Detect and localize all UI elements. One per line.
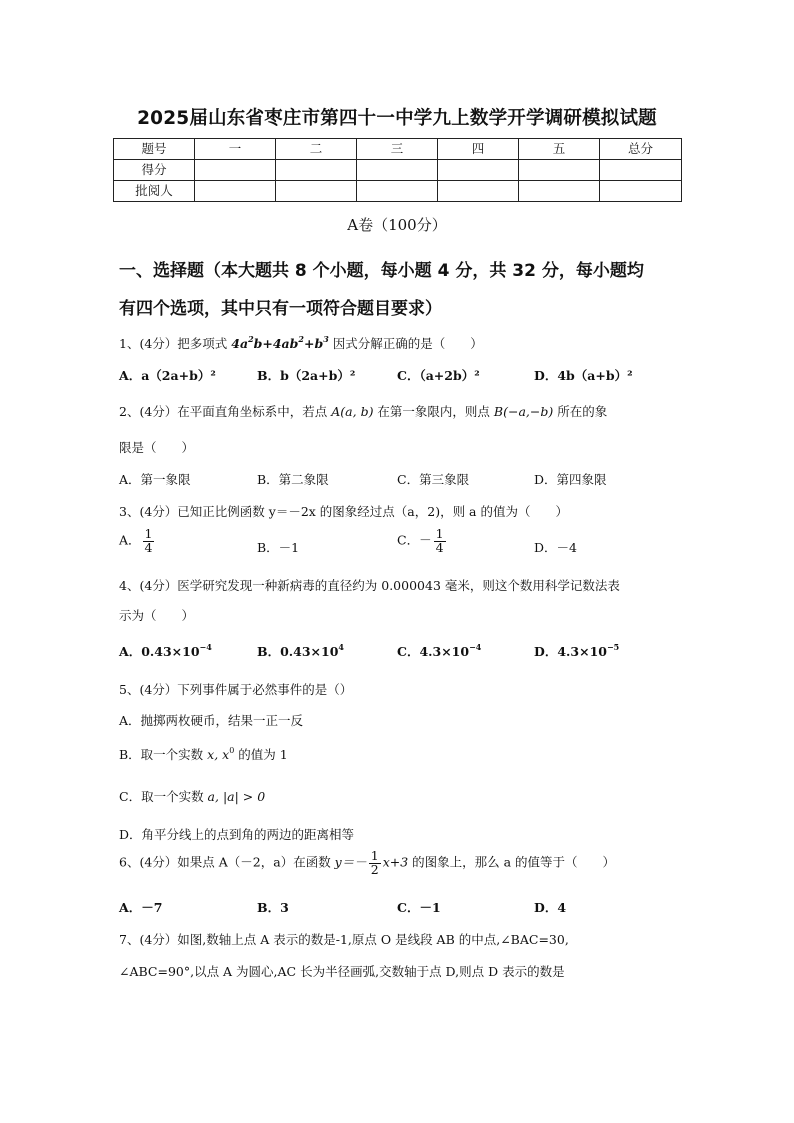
question-4-option-a[interactable]: A．$0.43\times 10^{-4}$ — [119, 642, 212, 659]
point-a: A(a, b) — [331, 404, 374, 419]
question-5-option-c[interactable]: C．取一个实数 a, |a| > 0 — [119, 789, 266, 804]
question-2-option-d[interactable]: D．第四象限 — [534, 472, 607, 487]
question-3-option-d[interactable]: D．－4 — [534, 540, 577, 555]
question-6-stem: 6、(4分）如果点 A（－2，a）在函数 y＝－ $\frac{1}{2}$ x+3 的图象上，那么 a 的值等于（ ） — [119, 848, 616, 877]
question-1-option-d[interactable]: D．4b（a+b）² — [534, 368, 633, 383]
score-cell[interactable] — [195, 181, 276, 202]
score-table-header-row — [114, 139, 682, 160]
exam-title: 2025届山东省枣庄市第四十一中学九上数学开学调研模拟试题 — [137, 108, 657, 129]
question-1-stem: 1、(4分）把多项式 $4a^2b+4ab^2+b^3$ 因式分解正确的是（ ） — [119, 334, 483, 351]
question-2-stem-line1: 2、(4分）在平面直角坐标系中，若点 A(a, b) 在第一象限内，则点 B(−a,−b) 所在的象 — [119, 404, 608, 419]
question-1-option-a[interactable]: A．a（2a+b）² — [119, 368, 216, 383]
score-cell[interactable] — [600, 160, 682, 181]
header-cell: 题号 — [114, 139, 195, 160]
score-cell[interactable] — [357, 181, 438, 202]
question-4-option-d[interactable]: D．$4.3\times 10^{-5}$ — [534, 642, 620, 659]
question-5-stem: 5、(4分）下列事件属于必然事件的是（） — [119, 682, 353, 697]
score-table-row — [114, 160, 682, 181]
fraction: $\frac{1}{4}$ — [144, 526, 153, 555]
header-cell: 总分 — [600, 139, 682, 160]
question-6-option-a[interactable]: A．－7 — [119, 900, 163, 915]
score-cell[interactable] — [519, 181, 600, 202]
question-2-option-a[interactable]: A．第一象限 — [119, 472, 191, 487]
row-label: 得分 — [114, 160, 195, 181]
question-3-option-a[interactable]: A． $\frac{1}{4}$ — [119, 526, 153, 555]
score-cell[interactable] — [438, 181, 519, 202]
score-cell[interactable] — [519, 160, 600, 181]
score-cell[interactable] — [276, 160, 357, 181]
score-table-row — [114, 181, 682, 202]
question-5-option-b[interactable]: B．取一个实数 x, $x^0$ 的值为 1 — [119, 746, 288, 762]
question-7-stem-line1: 7、(4分）如图,数轴上点 A 表示的数是-1,原点 O 是线段 AB 的中点,∠BAC=30, — [119, 932, 569, 947]
part1-heading-line2: 有四个选项，其中只有一项符合题目要求） — [119, 299, 442, 319]
question-2-option-c[interactable]: C．第三象限 — [397, 472, 470, 487]
question-4-option-b[interactable]: B．$0.43\times 10^4$ — [257, 642, 344, 659]
question-1-option-c[interactable]: C．（a+2b）² — [397, 368, 480, 383]
question-5-option-d[interactable]: D．角平分线上的点到角的两边的距离相等 — [119, 827, 355, 842]
fraction: $\frac{1}{2}$ — [370, 848, 379, 877]
header-cell: 二 — [276, 139, 357, 160]
question-6-option-b[interactable]: B．3 — [257, 900, 289, 915]
header-cell: 三 — [357, 139, 438, 160]
question-1-option-b[interactable]: B．b（2a+b）² — [257, 368, 356, 383]
section-a-heading: A卷（100分） — [347, 216, 447, 234]
part1-heading-line1: 一、选择题（本大题共 8 个小题，每小题 4 分，共 32 分，每小题均 — [119, 261, 644, 281]
score-cell[interactable] — [357, 160, 438, 181]
score-cell[interactable] — [276, 181, 357, 202]
row-label: 批阅人 — [114, 181, 195, 202]
question-2-stem-line2: 限是（ ） — [119, 440, 195, 455]
score-cell[interactable] — [195, 160, 276, 181]
question-6-option-c[interactable]: C．－1 — [397, 900, 441, 915]
question-5-option-a[interactable]: A．抛掷两枚硬币，结果一正一反 — [119, 713, 304, 728]
question-3-option-c[interactable]: C．－ $\frac{1}{4}$ — [397, 526, 444, 555]
question-3-option-b[interactable]: B．－1 — [257, 540, 300, 555]
fraction: $\frac{1}{4}$ — [435, 526, 444, 555]
score-cell[interactable] — [438, 160, 519, 181]
score-table — [113, 138, 682, 202]
question-6-option-d[interactable]: D．4 — [534, 900, 567, 915]
point-b: B(−a,−b) — [493, 404, 554, 419]
question-4-stem-line2: 示为（ ） — [119, 608, 195, 623]
question-7-stem-line2: ∠ABC=90°,以点 A 为圆心,AC 长为半径画弧,交数轴于点 D,则点 D 表示的数是 — [119, 964, 565, 979]
header-cell: 五 — [519, 139, 600, 160]
question-4-stem-line1: 4、(4分）医学研究发现一种新病毒的直径约为 0.000043 毫米，则这个数用科学记数法表 — [119, 578, 620, 593]
question-3-stem: 3、(4分）已知正比例函数 y＝－2x 的图象经过点（a，2)，则 a 的值为（ ） — [119, 504, 568, 519]
score-cell[interactable] — [600, 181, 682, 202]
question-4-option-c[interactable]: C．$4.3\times 10^{-4}$ — [397, 642, 482, 659]
header-cell: 一 — [195, 139, 276, 160]
header-cell: 四 — [438, 139, 519, 160]
question-2-option-b[interactable]: B．第二象限 — [257, 472, 329, 487]
